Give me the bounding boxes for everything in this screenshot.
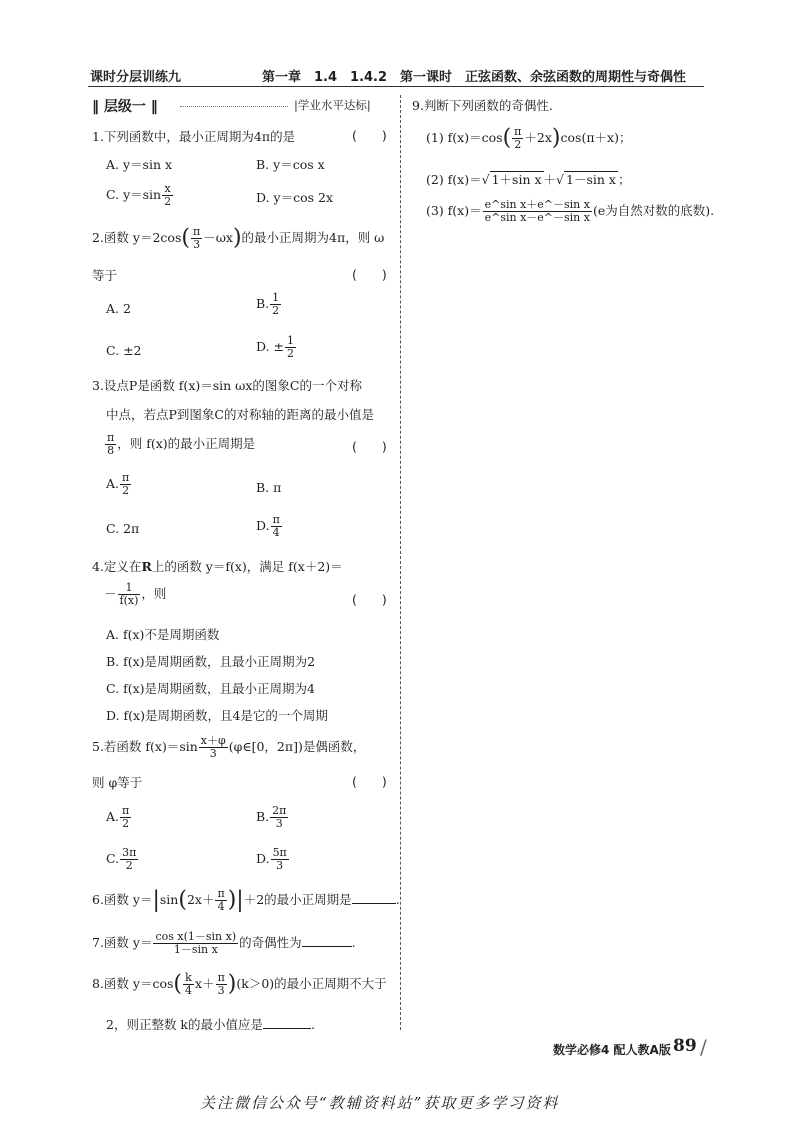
q5-line1: 5.若函数 f(x)＝sin $\frac{x+\varphi}{3}$ (φ∈[0，2π])是偶函数，: [92, 734, 366, 761]
q2-c: C. ±2: [106, 343, 142, 358]
footer-page: 89: [673, 1036, 697, 1056]
q3-a: A. $\frac{\pi}{2}$: [106, 471, 130, 498]
q4-line2: － $\frac{1}{f(x)}$ ，则: [104, 581, 167, 608]
level-dots: [180, 106, 288, 107]
level-tag: |学业水平达标|: [294, 98, 371, 112]
q7-blank: [302, 934, 352, 947]
q3-line1: 3.设点P是函数 f(x)＝sin ωx的图象C的一个对称: [92, 378, 362, 393]
q3-b: B. π: [256, 480, 282, 495]
q9-part2: (2) f(x)＝√ 1＋sin x ＋√ 1－sin x ；: [426, 172, 631, 187]
q4-a: A. f(x)不是周期函数: [106, 627, 220, 642]
q5-d: D. $\frac{5\pi}{3}$: [256, 846, 287, 873]
q1-stem: 1.下列函数中，最小正周期为4π的是: [92, 129, 296, 144]
q5-paren: ( ): [352, 774, 387, 789]
q5-line2: 则 φ等于: [92, 775, 143, 790]
q5-b: B. $\frac{2\pi}{3}$: [256, 804, 287, 831]
level-title: 层级一: [103, 99, 146, 115]
q9-part1: (1) f(x)＝cos( $\frac{\pi}{2}$ ＋2x)cos(π＋x)；: [426, 125, 632, 152]
q8-line1: 8.函数 y＝cos( $\frac{k}{4}$ x＋ $\frac{\pi}{3}$ )(k＞0)的最小正周期不大于: [92, 971, 387, 998]
q2-paren: ( ): [352, 267, 387, 282]
level-banner: ‖ 层级一 ‖: [92, 99, 158, 115]
q4-paren: ( ): [352, 592, 387, 607]
header-rule: [88, 86, 704, 87]
q1-paren: ( ): [352, 128, 387, 143]
q7-line: 7.函数 y＝ $\frac{\text{cos x(1－sin x)}}{\text{1－sin x}}$ 的奇偶性为 .: [92, 930, 356, 957]
q1-d: D. y＝cos 2x: [256, 190, 334, 205]
q4-b: B. f(x)是周期函数，且最小正周期为2: [106, 654, 316, 669]
q3-d: D. $\frac{\pi}{4}$: [256, 513, 280, 540]
q4-line1: 4.定义在R上的函数 y＝f(x)，满足 f(x＋2)＝: [92, 559, 343, 574]
q3-line2: 中点，若点P到图象C的对称轴的距离的最小值是: [106, 407, 374, 422]
q3-line3: $\frac{\pi}{8}$ ，则 f(x)的最小正周期是: [107, 431, 256, 458]
footer-book: 数学必修4 配人教A版: [553, 1043, 671, 1057]
q2-line2: 等于: [92, 268, 118, 283]
footer-slash: /: [700, 1035, 707, 1059]
q2-d: D. ± $\frac{1}{2}$: [256, 334, 294, 361]
q3-c: C. 2π: [106, 521, 140, 536]
column-divider: [400, 95, 401, 1030]
q5-c: C. $\frac{3\pi}{2}$: [106, 846, 137, 873]
q3-paren: ( ): [352, 439, 387, 454]
q8-line2: 2，则正整数 k的最小值应是 .: [106, 1017, 315, 1032]
q2-line1: 2.函数 y＝2cos( $\frac{\pi}{3}$ －ωx)的最小正周期为4π，则 ω: [92, 225, 385, 252]
q6-blank: [352, 891, 396, 904]
q1-a: A. y＝sin x: [106, 157, 173, 172]
q6-line: 6.函数 y＝|sin(2x＋ $\frac{\pi}{4}$ )|＋2的最小正周期是 .: [92, 887, 400, 914]
q9-stem: 9.判断下列函数的奇偶性.: [412, 98, 553, 113]
header-right: 第一章 1.4 1.4.2 第一课时 正弦函数、余弦函数的周期性与奇偶性: [262, 70, 687, 85]
q5-a: A. $\frac{\pi}{2}$: [106, 804, 130, 831]
q8-blank: [263, 1016, 311, 1029]
q9-part3: (3) f(x)＝ $\frac{\text{e\textasciicircum{}sin x＋e\textasciicircum{}－sin x}}{\text{e\textasciicircum{}sin x－e\textasciicircum{}－sin x}}$ (e为自然对数的底数).: [426, 198, 715, 225]
header-left: 课时分层训练九: [90, 70, 182, 85]
q2-a: A. 2: [106, 301, 131, 316]
q1-c: C. y＝sin $\frac{x}{2}$: [106, 182, 172, 209]
footer-note: 关注微信公众号“教辅资料站”获取更多学习资料: [200, 1094, 560, 1112]
q1-b: B. y＝cos x: [256, 157, 325, 172]
q4-c: C. f(x)是周期函数，且最小正周期为4: [106, 681, 315, 696]
q2-b: B. $\frac{1}{2}$: [256, 291, 280, 318]
q4-d: D. f(x)是周期函数，且4是它的一个周期: [106, 708, 328, 723]
